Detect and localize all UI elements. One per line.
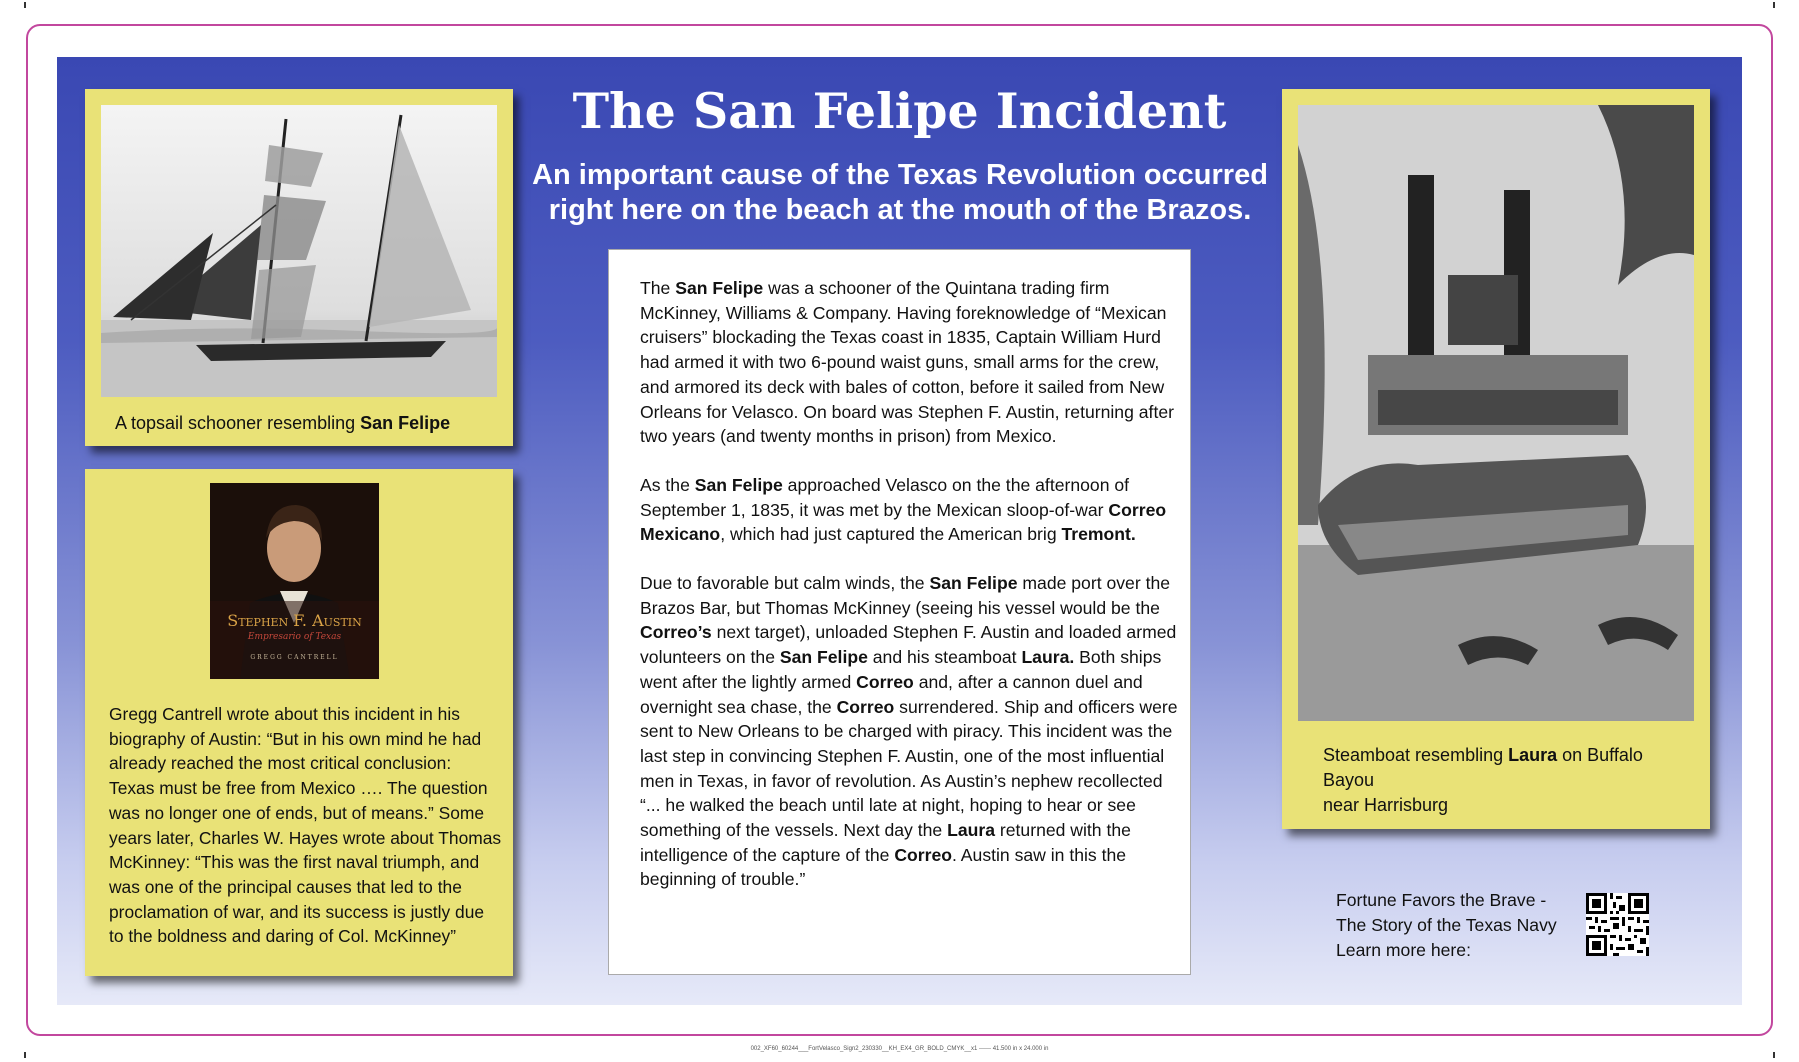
paragraph-2	[640, 473, 1180, 547]
promo-line: Fortune Favors the Brave -	[1336, 890, 1547, 910]
steamboat-caption	[1323, 743, 1693, 818]
bold-term: San Felipe	[779, 647, 868, 668]
text-run: Both ships went after the lightly armed	[640, 647, 1162, 692]
quote-line: to the boldness and daring of Col. McKinney”	[109, 926, 457, 947]
bold-term: San Felipe	[929, 573, 1018, 594]
caption-line	[1323, 743, 1693, 793]
schooner-caption	[115, 411, 495, 436]
steamboat-photo	[1298, 105, 1694, 721]
caption-line: near Harrisburg	[1323, 795, 1449, 815]
austin-card	[85, 469, 513, 976]
caption-text: Steamboat resembling	[1323, 745, 1509, 765]
qr-code-icon[interactable]	[1586, 893, 1649, 956]
text-run: and, after a cannon duel and overnight sea chase, the	[640, 671, 1143, 717]
book-subtitle: Empresario of Texas	[247, 632, 342, 642]
quote-line: Texas must be free from Mexico …. The question	[109, 778, 488, 799]
paragraph-1	[640, 276, 1180, 449]
promo-line: Learn more here:	[1336, 940, 1471, 960]
text-run: returned with the intelligence of the capture of the	[640, 820, 1131, 865]
austin-portrait	[210, 483, 379, 679]
bold-term: Laura	[947, 820, 995, 841]
bold-term: Laura.	[1021, 647, 1075, 668]
promo-line: The Story of the Texas Navy	[1336, 915, 1557, 935]
schooner-illustration	[101, 105, 497, 397]
print-slug: 002_XF60_60244___FortVelasco_Sign2_230330__KH_EX4_GR_BOLD_CMYK__x1 ------ 41.500 in x 24.000 in	[750, 1046, 1049, 1052]
book-author: GREGG CANTRELL	[250, 654, 339, 661]
quote-line: biography of Austin: “But in his own mind he had	[109, 728, 482, 749]
text-run: approached Velasco on the the afternoon of September 1, 1835, it was met by the Mexican sloop-of-war	[640, 474, 1130, 520]
main-text-box	[608, 249, 1191, 975]
caption-text: on Buffalo Bayou	[1323, 745, 1643, 790]
text-run: was a schooner of the Quintana trading firm McKinney, Williams & Company. Having foreknowledge of “Mexican cruisers” blockading the Texas coast in 1835, Captain William Hurd had armed it with two 6-pound waist guns, small arms for the crew, and armored its deck with bales of cotton, before it sailed from New Orleans for Velasco. On board was Stephen F. Austin, returning after two years (and twenty months in prison) from Mexico.	[640, 278, 1174, 447]
text-run: The	[640, 278, 676, 298]
crop-mark	[1773, 1052, 1775, 1058]
main-body	[640, 276, 1180, 916]
austin-quote	[109, 702, 509, 949]
bold-term: San Felipe	[675, 278, 764, 298]
text-run: made port over the Brazos Bar, but Thomas McKinney (seeing his vessel would be the	[640, 573, 1171, 618]
caption-boat-name: Laura	[1508, 745, 1558, 765]
bold-term: Tremont.	[1061, 524, 1136, 545]
quote-line: Gregg Cantrell wrote about this incident in his	[109, 704, 460, 724]
quote-line: proclamation of war, and its success is justly due	[109, 901, 485, 922]
quote-line: McKinney: “This was the first naval triumph, and	[109, 852, 480, 873]
bold-term: Correo	[856, 671, 914, 692]
page-subtitle	[500, 158, 1300, 228]
quote-line: was one of the principal causes that led to the	[109, 876, 462, 897]
book-title: Stephen F. Austin	[227, 611, 362, 630]
bold-term: Correo Mexicano	[640, 499, 1167, 545]
bold-term: San Felipe	[694, 474, 783, 495]
quote-line: years later, Charles W. Hayes wrote about Thomas	[109, 827, 502, 848]
text-run: . Austin saw in this the beginning of trouble.”	[640, 844, 1127, 890]
text-run: and his steamboat	[867, 647, 1022, 668]
steamboat-illustration	[1298, 105, 1694, 721]
text-run: next target), unloaded Stephen F. Austin and loaded armed volunteers on the	[640, 622, 1177, 668]
book-cover	[210, 483, 379, 679]
schooner-card	[85, 89, 513, 446]
text-run: surrendered. Ship and officers were sent to New Orleans to be charged with piracy. This incident was the last step in convincing Stephen F. Austin, one of the most influential men in Texas, in favor of revolution. As Austin’s nephew recollected “... he walked the beach until late at night, hoping to hear or see something of the vessels. Next day the	[640, 696, 1178, 841]
bold-term: Correo’s	[640, 622, 712, 643]
text-run: As the	[640, 474, 695, 495]
crop-mark	[24, 2, 26, 8]
crop-mark	[24, 1052, 26, 1058]
crop-mark	[1773, 2, 1775, 8]
subtitle-line: An important cause of the Texas Revolution occurred	[532, 159, 1268, 191]
subtitle-line: right here on the beach at the mouth of the Brazos.	[548, 194, 1252, 226]
schooner-photo	[101, 105, 497, 397]
bold-term: Correo	[894, 844, 952, 865]
page-title: The San Felipe Incident	[572, 82, 1227, 140]
caption-text: A topsail schooner resembling	[115, 413, 361, 433]
steamboat-card	[1282, 89, 1710, 829]
text-run: Due to favorable but calm winds, the	[640, 573, 930, 594]
quote-line: was no longer one of ends, but of means.” Some	[109, 802, 485, 823]
bold-term: Correo	[836, 696, 895, 717]
text-run: , which had just captured the American brig	[720, 524, 1062, 545]
navy-promo	[1336, 888, 1576, 963]
quote-line: already reached the most critical conclusion:	[109, 753, 452, 774]
paragraph-3	[640, 571, 1180, 892]
caption-ship-name: San Felipe	[360, 413, 451, 433]
